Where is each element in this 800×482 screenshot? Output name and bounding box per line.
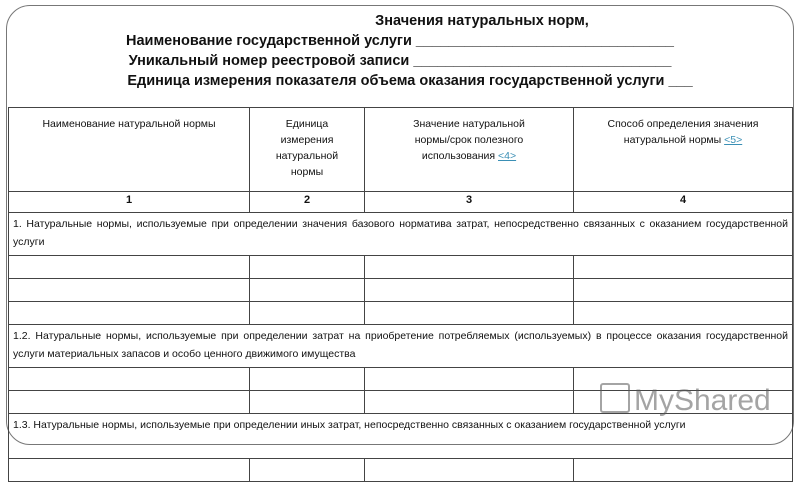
- table-cell[interactable]: [365, 459, 574, 482]
- table-row: [9, 279, 793, 302]
- section-heading: 1.2. Натуральные нормы, используемые при определении затрат на приобретение потребляемых (используемых) в процессе оказания государственной услуги материальных запасов и особо ценного движимого имущества: [9, 325, 793, 368]
- column-number-row: [9, 192, 793, 213]
- title: Значения натуральных норм,: [375, 13, 589, 29]
- watermark: [600, 383, 771, 418]
- table-cell[interactable]: [250, 368, 365, 391]
- table-cell[interactable]: [574, 302, 793, 325]
- table-cell[interactable]: [574, 279, 793, 302]
- section-row: [9, 213, 793, 256]
- table-cell[interactable]: [250, 459, 365, 482]
- table-row: [9, 302, 793, 325]
- table-cell[interactable]: [250, 279, 365, 302]
- table-cell[interactable]: [9, 391, 250, 414]
- service-name-line: Наименование государственной услуги ________________________________: [126, 33, 674, 49]
- watermark-text: MyShared: [634, 384, 771, 417]
- table-cell[interactable]: [365, 391, 574, 414]
- column-header: Способ определения значения натуральной нормы <5>: [574, 108, 793, 192]
- table-cell[interactable]: [9, 279, 250, 302]
- table-cell[interactable]: [9, 368, 250, 391]
- table-cell[interactable]: [9, 459, 250, 482]
- section-row: [9, 325, 793, 368]
- footnote-link-5[interactable]: <5>: [724, 134, 743, 146]
- section-heading: 1. Натуральные нормы, используемые при определении значения базового норматива затрат, непосредственно связанных с оказанием государственной услуги: [9, 213, 793, 256]
- table-cell[interactable]: [250, 256, 365, 279]
- table-row: [9, 256, 793, 279]
- table-header-row: [9, 108, 793, 192]
- table-cell[interactable]: [365, 279, 574, 302]
- presentation-icon: [600, 383, 630, 413]
- table-cell[interactable]: [365, 368, 574, 391]
- unit-line: Единица измерения показателя объема оказания государственной услуги ___: [127, 73, 693, 89]
- table-cell[interactable]: [250, 391, 365, 414]
- natural-norms-table: [8, 107, 793, 482]
- table-cell[interactable]: [574, 459, 793, 482]
- section-row: [9, 414, 793, 459]
- table-cell[interactable]: [250, 302, 365, 325]
- table-cell[interactable]: [365, 256, 574, 279]
- table-row: [9, 459, 793, 482]
- column-number: 4: [574, 192, 793, 213]
- registry-number-line: Уникальный номер реестровой записи ________________________________: [128, 53, 672, 69]
- column-header: Наименование натуральной нормы: [9, 108, 250, 192]
- table-cell[interactable]: [365, 302, 574, 325]
- table-cell[interactable]: [9, 302, 250, 325]
- column-header: Единица измерения натуральной нормы: [250, 108, 365, 192]
- column-header: Значение натуральной нормы/срок полезного использования <4>: [365, 108, 574, 192]
- table-cell[interactable]: [574, 256, 793, 279]
- footnote-link-4[interactable]: <4>: [498, 150, 517, 162]
- column-number: 2: [250, 192, 365, 213]
- column-number: 3: [365, 192, 574, 213]
- table-cell[interactable]: [9, 256, 250, 279]
- section-heading: 1.3. Натуральные нормы, используемые при определении иных затрат, непосредственно связанных с оказанием государственной услуги: [9, 414, 793, 459]
- column-number: 1: [9, 192, 250, 213]
